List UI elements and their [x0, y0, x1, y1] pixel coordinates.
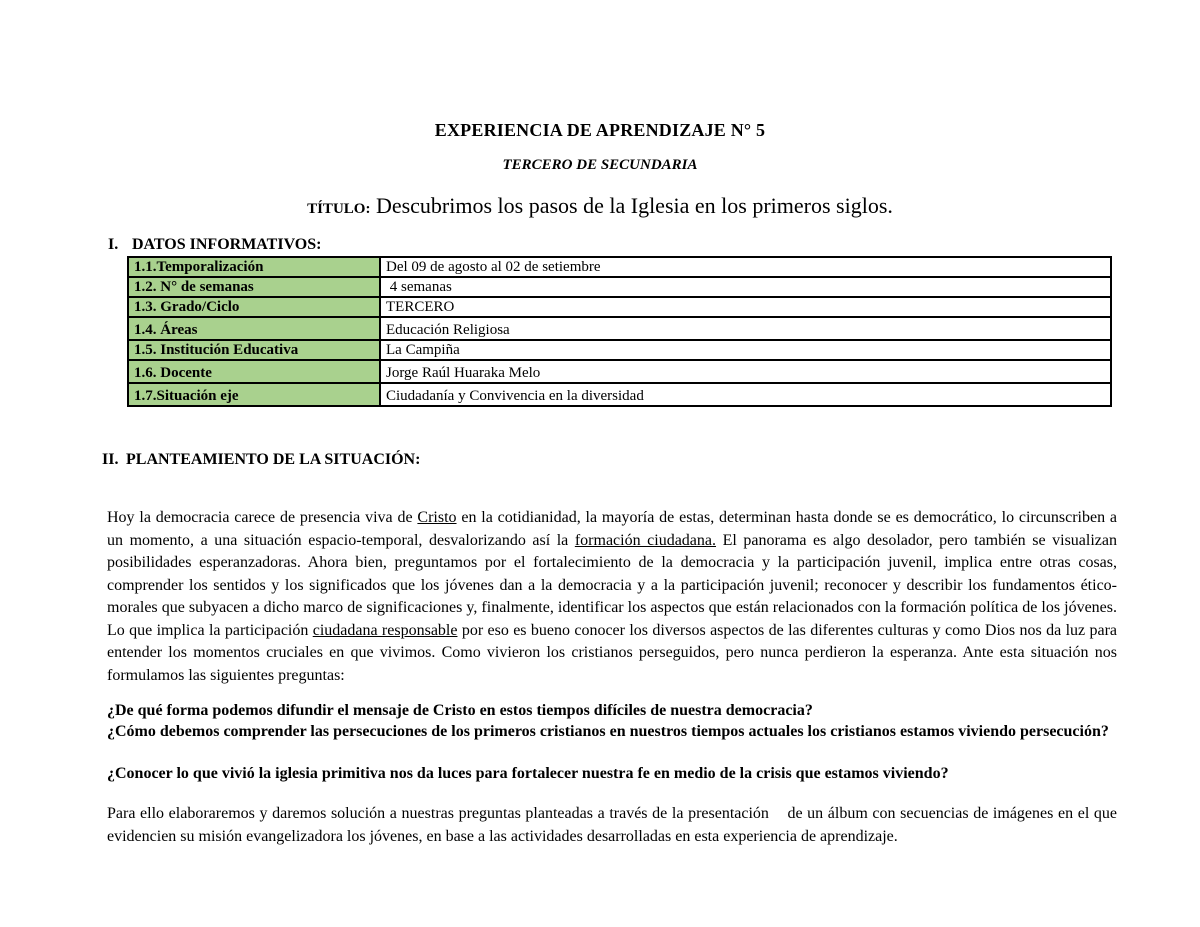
paragraph-text: en la cotidianidad, la mayoría de estas, determinan hasta donde se es democrático, lo circunscriben a un momento, a una situación espacio-temporal, desvalorizando así la — [107, 509, 1117, 549]
row-key: 1.4. Áreas — [128, 317, 380, 340]
row-key: 1.6. Docente — [128, 360, 380, 383]
section-number: I. — [108, 236, 119, 253]
paragraph-text: por eso es bueno conocer los diversos aspectos de las diferentes culturas y como Dios nos da luz para entender los momentos cruciales en que vivimos. Como vivieron los cristianos perseguidos, pero nunca perdieron la esperanza. Ante esta situación nos formulamos las siguientes preguntas: — [107, 621, 1117, 684]
row-value: Del 09 de agosto al 02 de setiembre — [380, 257, 1111, 277]
section-heading-text: DATOS INFORMATIVOS: — [132, 236, 322, 253]
titulo-line — [0, 193, 1200, 219]
row-key: 1.3. Grado/Ciclo — [128, 297, 380, 317]
table-row — [128, 383, 1111, 406]
question-3: ¿Conocer lo que vivió la iglesia primitiva nos da luces para fortalecer nuestra fe en medio de la crisis que estamos viviendo? — [107, 765, 949, 782]
underlined-term: formación ciudadana. — [574, 531, 717, 549]
question-1: ¿De qué forma podemos difundir el mensaje de Cristo en estos tiempos difíciles de nuestra democracia? — [107, 702, 813, 719]
section-heading-datos — [108, 236, 321, 254]
row-key: 1.2. N° de semanas — [128, 277, 380, 297]
row-value: Educación Religiosa — [380, 317, 1111, 340]
underlined-term: Cristo — [417, 509, 457, 526]
paragraph-text: El panorama es algo desolador, pero también se visualizan posibilidades esperanzadoras. Ahora bien, preguntamos por el fortalecimiento de la democracia y la participación juvenil, implica entre otras cosas, comprender los sentidos y los significados que los jóvenes dan a la democracia y a la participación juvenil; reconocer y describir los fundamentos ético-morales que subyacen a dicho marco de significaciones y, finalmente, identificar los aspectos que están relacionados con la formación política de los jóvenes. Lo que implica la participación — [107, 531, 1117, 639]
datos-informativos-table — [127, 256, 1112, 407]
table-row — [128, 257, 1111, 277]
row-value: Ciudadanía y Convivencia en la diversidad — [380, 383, 1111, 406]
table-row — [128, 277, 1111, 297]
row-value: TERCERO — [380, 297, 1111, 317]
table-row — [128, 340, 1111, 360]
table-row — [128, 360, 1111, 383]
titulo-label: TÍTULO: — [307, 201, 371, 217]
section-heading-planteamiento — [102, 451, 420, 469]
table-row — [128, 297, 1111, 317]
titulo-text: Descubrimos los pasos de la Iglesia en los primeros siglos. — [375, 193, 893, 218]
table-row — [128, 317, 1111, 340]
section-number: II. — [102, 451, 119, 468]
row-key: 1.1.Temporalización — [128, 257, 380, 277]
closing-paragraph: Para ello elaboraremos y daremos solución a nuestras preguntas planteadas a través de la presentación de un álbum con secuencias de imágenes en el que evidencien su misión evangelizadora los jóvenes, en base a las actividades desarrolladas en esta experiencia de aprendizaje. — [107, 805, 1121, 845]
situation-paragraph — [107, 507, 1117, 687]
section-heading-text: PLANTEAMIENTO DE LA SITUACIÓN: — [126, 451, 421, 468]
row-value: 4 semanas — [380, 277, 1111, 297]
row-key: 1.5. Institución Educativa — [128, 340, 380, 360]
paragraph-text: Hoy la democracia carece de presencia viva de — [107, 509, 418, 526]
underlined-term: ciudadana responsable — [312, 621, 458, 639]
row-value: La Campiña — [380, 340, 1111, 360]
row-key: 1.7.Situación eje — [128, 383, 380, 406]
document-subtitle: TERCERO DE SECUNDARIA — [502, 157, 698, 173]
question-2: ¿Cómo debemos comprender las persecuciones de los primeros cristianos en nuestros tiempos actuales los cristianos estamos viviendo persecución? — [107, 723, 1109, 740]
row-value: Jorge Raúl Huaraka Melo — [380, 360, 1111, 383]
document-title: EXPERIENCIA DE APRENDIZAJE N° 5 — [434, 120, 766, 140]
